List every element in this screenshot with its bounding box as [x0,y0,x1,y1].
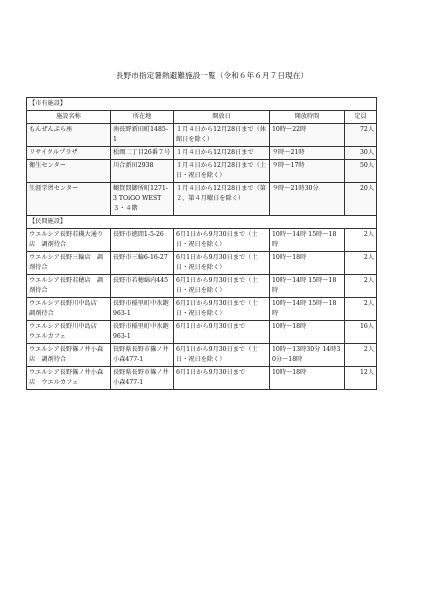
facility-table-body [27,98,377,390]
capacity-cell: 20人 [345,183,377,216]
open-days-cell: １月４日から12月28日まで [174,147,270,160]
open-days-cell: 6月1日から9月30日まで（土日・祝日を除く） [174,298,270,321]
table-row [27,229,377,252]
capacity-cell: 30人 [345,147,377,160]
capacity-cell: 2人 [345,298,377,321]
capacity-cell: 16人 [345,321,377,344]
open-days-cell: １月４日から12月28日まで（土日・祝日を除く） [174,160,270,183]
capacity-cell: 2人 [345,344,377,367]
facility-name-cell: もんぜんぷら座 [27,124,111,147]
table-row [27,252,377,275]
open-hours-cell: 10時～18時 [270,252,345,275]
address-cell: 長野県長野市篠ノ井小森477-1 [111,344,174,367]
open-hours-cell: 10時～22時 [270,124,345,147]
open-days-cell: 6月1日から9月30日まで [174,367,270,390]
facility-name-cell: ウエルシア長野篠ノ井小森店 ウエルカフェ [27,367,111,390]
table-row [27,367,377,390]
open-hours-cell: 10時～14時 15時～18時 [270,275,345,298]
facility-name-cell: ウエルシア長野若穂店 調剤待合 [27,275,111,298]
capacity-cell: 50人 [345,160,377,183]
open-days-cell: 6月1日から9月30日まで（土日・祝日を除く） [174,344,270,367]
address-cell: 長野市稲里町中氷鉋963-1 [111,298,174,321]
header-address: 所在地 [111,111,174,124]
table-row [27,147,377,160]
table-row [27,160,377,183]
open-days-cell: 6月1日から9月30日まで（土日・祝日を除く） [174,229,270,252]
facility-table [26,97,377,390]
open-hours-cell: 10時～18時 [270,321,345,344]
table-row [27,298,377,321]
table-row [27,344,377,367]
open-hours-cell: 10時～13時30分 14時30分～18時 [270,344,345,367]
section-row-private [27,216,377,229]
address-cell: 鶴賀問御所町1271-3 TOiGO WEST３・４階 [111,183,174,216]
open-days-cell: 6月1日から9月30日まで（土日・祝日を除く） [174,275,270,298]
capacity-cell: 72人 [345,124,377,147]
header-capacity: 定員 [345,111,377,124]
address-cell: 川合新田2938 [111,160,174,183]
header-days: 開放日 [174,111,270,124]
table-row [27,124,377,147]
address-cell: 長野市三輪6-16-27 [111,252,174,275]
facility-name-cell: 生涯学習センター [27,183,111,216]
open-days-cell: １月４日から12月28日まで（第２、第４月曜日を除く） [174,183,270,216]
open-hours-cell: ９時～21時 [270,147,345,160]
facility-name-cell: 衛生センター [27,160,111,183]
facility-name-cell: ウエルシア長野若槻大通り店 調剤待合 [27,229,111,252]
header-row [27,111,377,124]
table-row [27,275,377,298]
table-row [27,321,377,344]
address-cell: 長野市若穂綿内445 [111,275,174,298]
open-days-cell: 6月1日から9月30日まで（土日・祝日を除く） [174,252,270,275]
capacity-cell: 12人 [345,367,377,390]
document-title: 長野市指定暑熱避難施設一覧（令和６年６月７日現在） [115,71,309,80]
open-days-cell: １月４日から12月28日まで（休館日を除く） [174,124,270,147]
header-name: 施設名称 [27,111,111,124]
section-label-private: 【民間施設】 [27,216,377,229]
open-hours-cell: 10時～18時 [270,367,345,390]
address-cell: 南長野新田町1485-1 [111,124,174,147]
facility-name-cell: ウエルシア長野川中島店 ウエルカフェ [27,321,111,344]
section-row-public [27,98,377,111]
address-cell: 長野市稲里町中氷鉋963-1 [111,321,174,344]
open-hours-cell: ９時～17時 [270,160,345,183]
open-hours-cell: ９時～21時30分 [270,183,345,216]
open-hours-cell: 10時～14時 15時～18時 [270,298,345,321]
facility-name-cell: ウエルシア長野篠ノ井小森店 調剤待合 [27,344,111,367]
address-cell: 長野市徳間1-5-26 [111,229,174,252]
capacity-cell: 2人 [345,275,377,298]
open-hours-cell: 10時～14時 15時～18時 [270,229,345,252]
address-cell: 長野県長野市篠ノ井小森477-1 [111,367,174,390]
open-days-cell: 6月1日から9月30日まで [174,321,270,344]
address-cell: 松岡二丁目26番７号 [111,147,174,160]
capacity-cell: 2人 [345,252,377,275]
table-row [27,183,377,216]
facility-name-cell: リサイクルプラザ [27,147,111,160]
section-label-public: 【市有施設】 [27,98,377,111]
facility-name-cell: ウエルシア長野川中島店 調剤待合 [27,298,111,321]
capacity-cell: 2人 [345,229,377,252]
facility-name-cell: ウエルシア長野三輪店 調剤待合 [27,252,111,275]
header-hours: 開放時間 [270,111,345,124]
